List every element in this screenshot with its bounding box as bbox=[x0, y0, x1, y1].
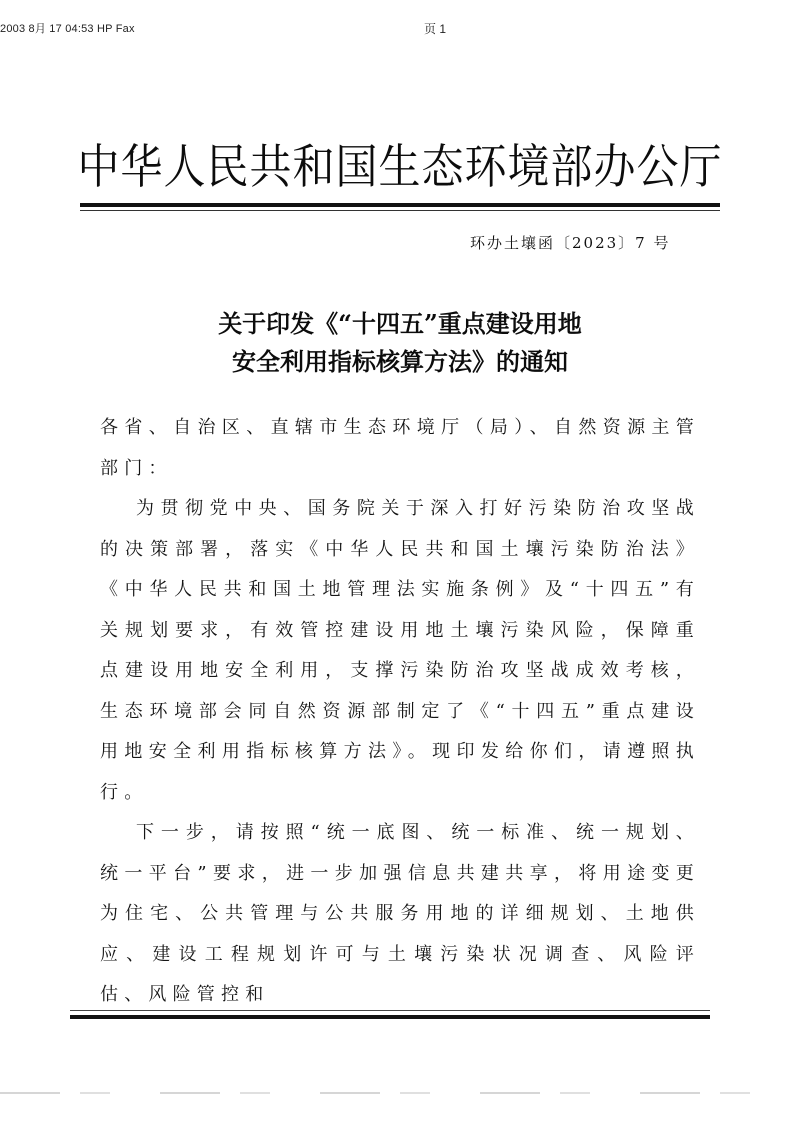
body-paragraph-2: 下一步，请按照“统一底图、统一标准、统一规划、统一平台”要求，进一步加强信息共建共享，将用途变更为住宅、公共管理与公共服务用地的详细规划、土地供应、建设工程规划许可与土壤污染状况调查、风险评估、风险管控和 bbox=[100, 822, 700, 1005]
document-number: 环办土壤函〔2023〕7 号 bbox=[470, 234, 671, 252]
fax-transmission-info: 2003 8月 17 04:53 HP Fax bbox=[0, 23, 135, 35]
scan-artifact-line bbox=[0, 1092, 800, 1094]
fax-page-number: 页 1 bbox=[424, 22, 447, 36]
footer-divider-thick bbox=[70, 1015, 710, 1019]
letterhead-divider-thick bbox=[80, 203, 720, 207]
notice-title-line-2: 安全利用指标核算方法》的通知 bbox=[232, 347, 568, 376]
notice-title-line-1: 关于印发《“十四五”重点建设用地 bbox=[218, 309, 582, 338]
letterhead-organization: 中华人民共和国生态环境部办公厅 bbox=[77, 139, 723, 195]
notice-body bbox=[100, 408, 700, 1016]
letterhead-divider-thin bbox=[80, 210, 720, 211]
footer-divider-thin bbox=[70, 1010, 710, 1011]
salutation: 各省、自治区、直辖市生态环境厅（局）、自然资源主管部门： bbox=[100, 417, 700, 479]
body-paragraph-1: 为贯彻党中央、国务院关于深入打好污染防治攻坚战的决策部署，落实《中华人民共和国土壤污染防治法》《中华人民共和国土地管理法实施条例》及“十四五”有关规划要求，有效管控建设用地土壤污染风险，保障重点建设用地安全利用，支撑污染防治攻坚战成效考核，生态环境部会同自然资源部制定了《“十四五”重点建设用地安全利用指标核算方法》。现印发给你们，请遵照执行。 bbox=[100, 498, 700, 803]
notice-title bbox=[0, 305, 800, 381]
